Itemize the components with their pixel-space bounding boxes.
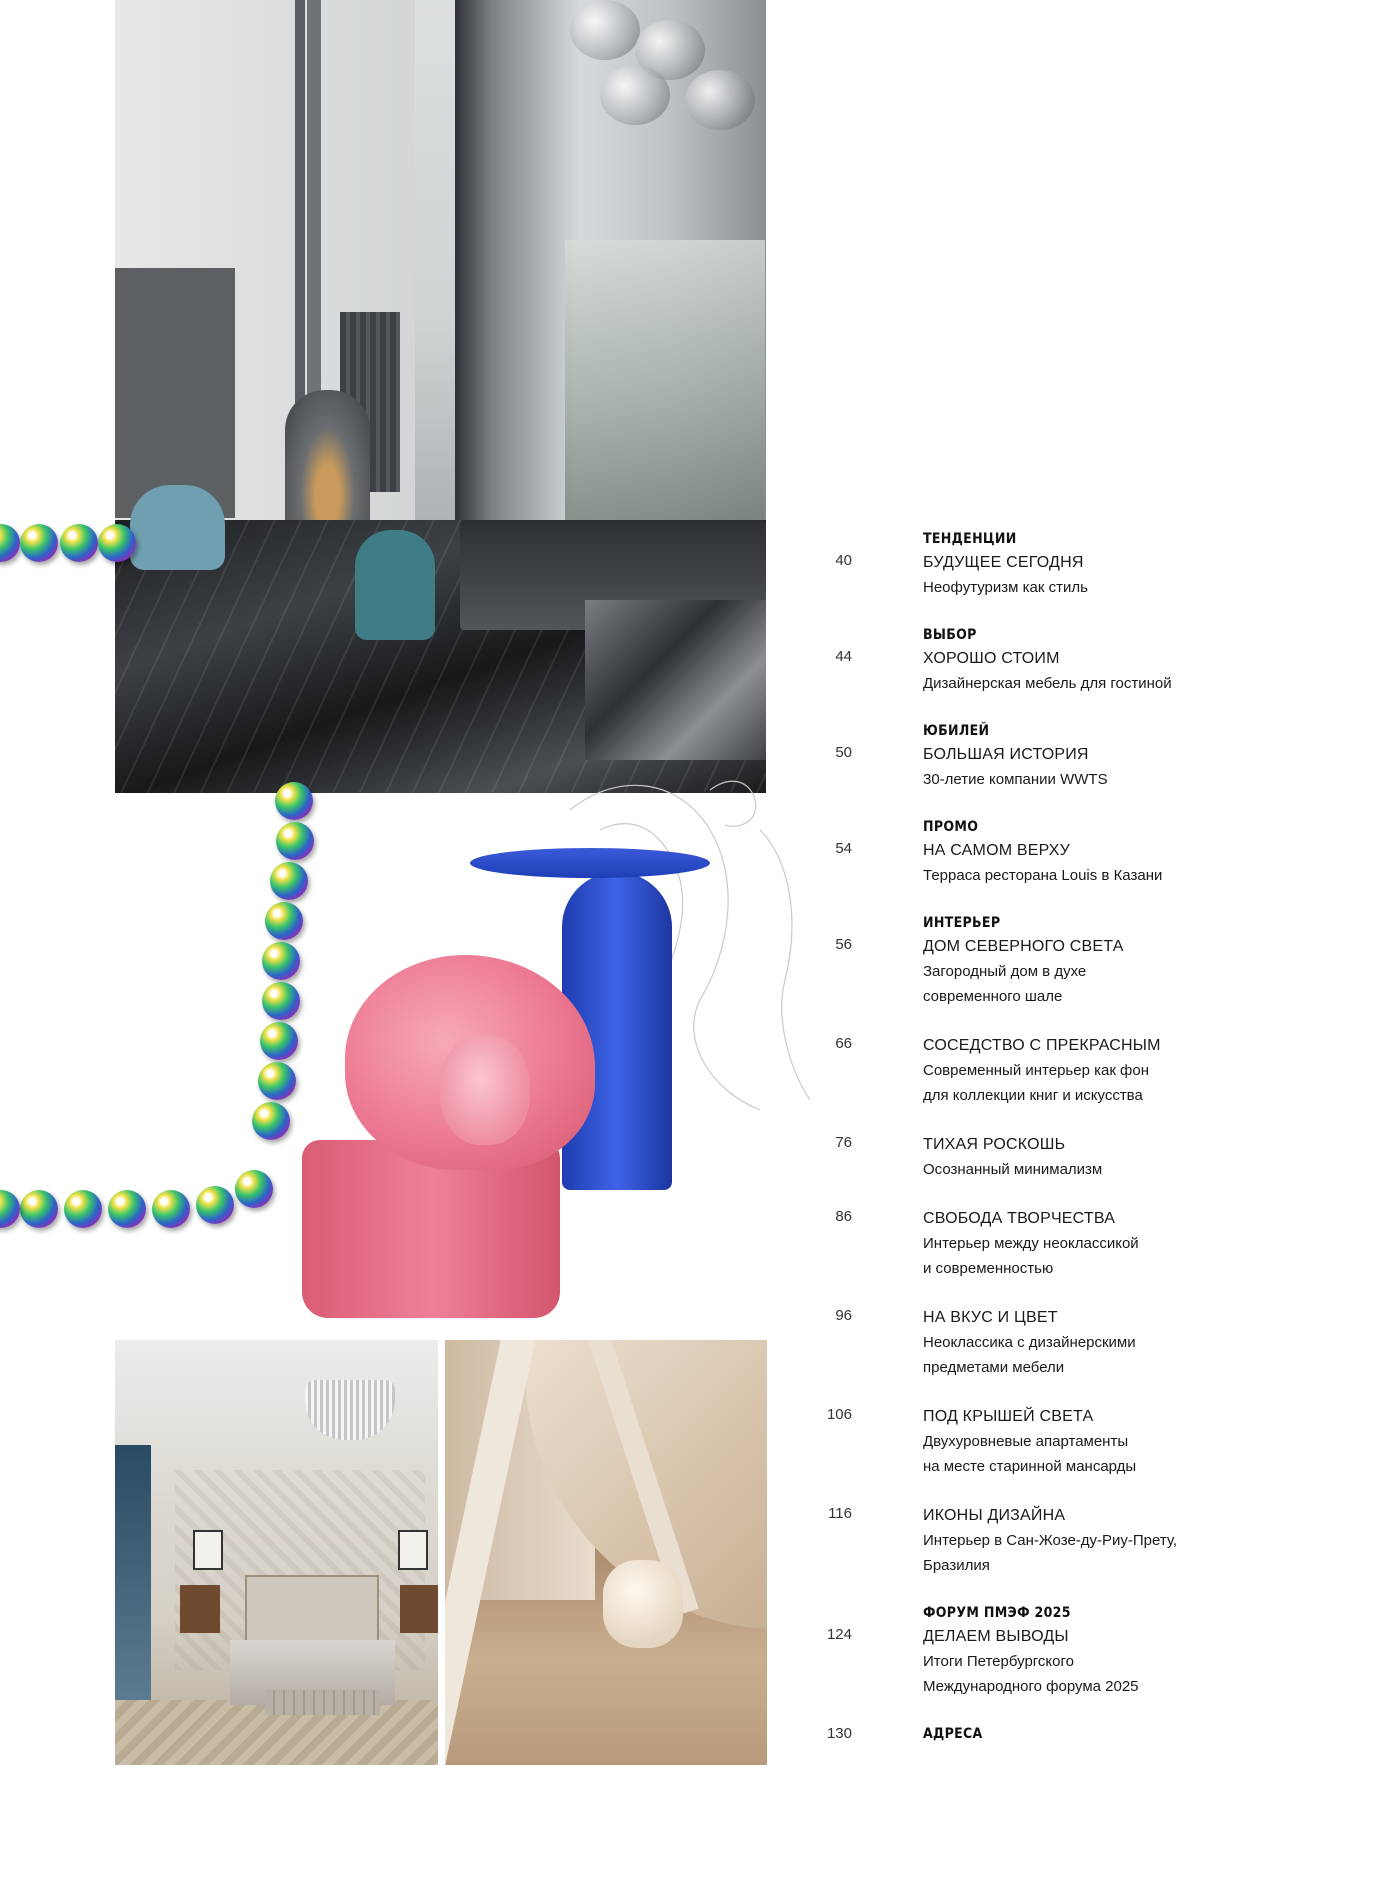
toc-entry-text	[923, 912, 1223, 1009]
toc-page-number: 44	[835, 648, 852, 665]
toc-title: ДЕЛАЕМ ВЫВОДЫ	[923, 1628, 1069, 1645]
toc-entry-text	[923, 816, 1223, 888]
toc-category: ПРОМО	[923, 819, 979, 835]
toc-description: Бразилия	[923, 1557, 990, 1574]
toc-description: Дизайнерская мебель для гостиной	[923, 675, 1172, 692]
toc-title: ПОД КРЫШЕЙ СВЕТА	[923, 1408, 1094, 1425]
toc-page-number: 66	[835, 1035, 852, 1052]
toc-description: Осознанный минимализм	[923, 1161, 1103, 1178]
toc-description: Международного форума 2025	[923, 1678, 1139, 1695]
toc-page-number: 124	[826, 1626, 852, 1643]
toc-category: ТЕНДЕНЦИИ	[923, 531, 1017, 547]
toc-title: БУДУЩЕЕ СЕГОДНЯ	[923, 554, 1084, 571]
toc-title: ТИХАЯ РОСКОШЬ	[923, 1136, 1066, 1153]
toc-description: современного шале	[923, 988, 1063, 1005]
bedroom-photo	[115, 1340, 438, 1765]
toc-entry-text	[923, 1132, 1223, 1182]
toc-category: ВЫБОР	[923, 627, 977, 643]
toc-entry-text	[923, 1033, 1223, 1108]
toc-category: ЮБИЛЕЙ	[923, 723, 990, 739]
toc-description: Интерьер в Сан-Жозе-ду-Риу-Прету,	[923, 1532, 1178, 1549]
toc-page-number: 96	[835, 1307, 852, 1324]
toc-description: на месте старинной мансарды	[923, 1458, 1137, 1475]
toc-title: СВОБОДА ТВОРЧЕСТВА	[923, 1210, 1116, 1227]
toc-title: НА ВКУС И ЦВЕТ	[923, 1309, 1058, 1326]
toc-page-number: 116	[828, 1505, 852, 1522]
toc-entry-text	[923, 1723, 1223, 1745]
toc-title: ИКОНЫ ДИЗАЙНА	[923, 1507, 1066, 1524]
toc-page-number: 86	[835, 1208, 852, 1225]
toc-description: и современностью	[923, 1260, 1054, 1277]
staircase-photo	[445, 1340, 767, 1765]
toc-page-number: 130	[826, 1725, 852, 1742]
toc-title: ХОРОШО СТОИМ	[923, 650, 1060, 667]
toc-description: Загородный дом в духе	[923, 963, 1087, 980]
toc-description: Итоги Петербургского	[923, 1653, 1074, 1670]
toc-page-number: 76	[835, 1134, 852, 1151]
toc-page-number: 56	[835, 936, 852, 953]
toc-entry-text	[923, 1602, 1223, 1699]
toc-page-number: 40	[835, 552, 852, 569]
toc-category: ФОРУМ ПМЭФ 2025	[923, 1605, 1071, 1621]
toc-title: ДОМ СЕВЕРНОГО СВЕТА	[923, 938, 1124, 955]
toc-description: для коллекции книг и искусства	[923, 1087, 1143, 1104]
toc-title: СОСЕДСТВО С ПРЕКРАСНЫМ	[923, 1037, 1161, 1054]
toc-description: Неофутуризм как стиль	[923, 579, 1088, 596]
toc-entry-text	[923, 1305, 1223, 1380]
living-room-photo	[115, 0, 766, 793]
toc-page-number: 106	[826, 1406, 852, 1423]
blue-table-top	[470, 848, 710, 878]
toc-title: НА САМОМ ВЕРХУ	[923, 842, 1071, 859]
toc-description: 30-летие компании WWTS	[923, 771, 1108, 788]
toc-description: Терраса ресторана Louis в Казани	[923, 867, 1163, 884]
toc-page-number: 50	[835, 744, 852, 761]
medusa-face	[440, 1035, 530, 1145]
toc-page-number: 54	[835, 840, 852, 857]
toc-title: БОЛЬШАЯ ИСТОРИЯ	[923, 746, 1089, 763]
toc-entry-text	[923, 624, 1223, 696]
toc-entry-text	[923, 1503, 1223, 1578]
toc-description: предметами мебели	[923, 1359, 1065, 1376]
toc-description: Интерьер между неоклассикой	[923, 1235, 1139, 1252]
toc-entry-text	[923, 1206, 1223, 1281]
toc-entry-text	[923, 720, 1223, 792]
toc-entry-text	[923, 1404, 1223, 1479]
toc-category: ИНТЕРЬЕР	[923, 915, 1001, 931]
toc-description: Двухуровневые апартаменты	[923, 1433, 1129, 1450]
toc-description: Неоклассика с дизайнерскими	[923, 1334, 1136, 1351]
toc-title: АДРЕСА	[923, 1726, 983, 1742]
toc-entry-text	[923, 528, 1223, 600]
toc-description: Современный интерьер как фон	[923, 1062, 1150, 1079]
